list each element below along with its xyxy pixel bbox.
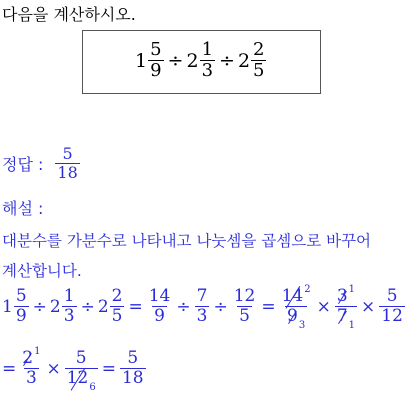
fraction: $\frac{5}{12}$ xyxy=(381,286,403,326)
fraction: $\frac{2}{5}$ xyxy=(253,39,265,81)
instruction-text: 다음을 계산하시오. xyxy=(2,5,136,24)
fraction: $\frac{1}{3}$ xyxy=(63,286,75,326)
equation-line-2: = $\frac{2^1}{3}$ × $\frac{5}{12_6}$ = $\frac{5}{18}$ xyxy=(2,346,144,393)
divide-sign: ÷ xyxy=(167,49,184,72)
problem-box xyxy=(82,30,321,94)
mixed-whole: 2 xyxy=(186,49,199,72)
explanation-label: 해설 : xyxy=(2,199,44,218)
mixed-whole: 2 xyxy=(237,49,251,72)
mixed-whole: 1 xyxy=(135,49,148,72)
cancelled-fraction: $\frac{3^1}{7_1}$ xyxy=(336,284,356,331)
answer-fraction: $\frac{5}{18}$ xyxy=(57,144,78,182)
divide-sign: ÷ xyxy=(219,49,235,72)
problem-expression xyxy=(135,41,267,80)
cancelled-fraction: $\frac{2^1}{3}$ xyxy=(22,346,41,388)
equation-line-1: 1 $\frac{5}{9}$ ÷ 2 $\frac{1}{3}$ ÷ 2 $\frac{2}{5}$ = $\frac{14}{9}$ ÷ $\frac{7}{3}$ ÷ $\frac{12}{5}$ = $\frac{14^2}{9_3}$ × $\frac{3^1}{7_1}$ × $\frac{5}{12}$ xyxy=(2,284,403,331)
fraction: $\frac{1}{3}$ xyxy=(201,39,214,81)
fraction: $\frac{2}{5}$ xyxy=(111,286,123,326)
cancelled-fraction: $\frac{5}{12_6}$ xyxy=(66,348,96,393)
explanation-line-1: 대분수를 가분수로 나타내고 나눗셈을 곱셈으로 바꾸어 xyxy=(2,232,372,250)
answer-line xyxy=(2,146,81,181)
result-fraction: $\frac{5}{18}$ xyxy=(121,348,144,388)
explanation-line-2: 계산합니다. xyxy=(2,262,82,280)
answer-label: 정답 : xyxy=(2,155,44,174)
fraction: $\frac{5}{9}$ xyxy=(15,286,27,326)
cancelled-fraction: $\frac{14^2}{9_3}$ xyxy=(281,284,311,331)
fraction: $\frac{5}{9}$ xyxy=(150,39,162,81)
fraction: $\frac{12}{5}$ xyxy=(233,286,256,326)
fraction: $\frac{7}{3}$ xyxy=(196,286,208,326)
fraction: $\frac{14}{9}$ xyxy=(148,286,171,326)
